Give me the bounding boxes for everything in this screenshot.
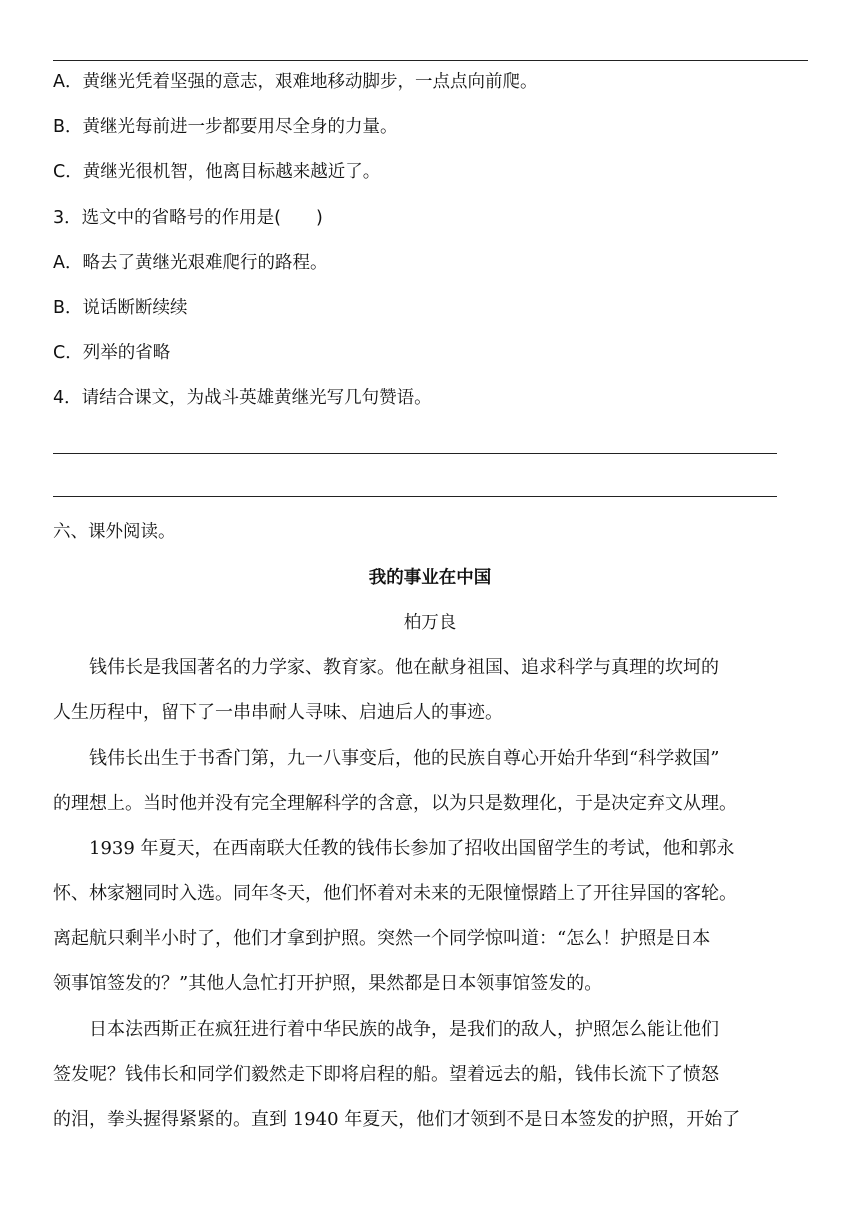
article-line: 钱伟长出生于书香门第，九一八事变后，他的民族自尊心开始升华到“科学救国” [53,748,720,769]
q4-stem: 4．请结合课文，为战斗英雄黄继光写几句赞语。 [53,388,432,408]
q2-option-a: A．黄继光凭着坚强的意志，艰难地移动脚步，一点点向前爬。 [53,72,538,92]
q3-stem: 3．选文中的省略号的作用是( ) [53,208,323,228]
article-line: 离起航只剩半小时了，他们才拿到护照。突然一个同学惊叫道：“怎么！护照是日本 [53,928,711,949]
q2-option-b: B．黄继光每前进一步都要用尽全身的力量。 [53,117,398,137]
article-line: 钱伟长是我国著名的力学家、教育家。他在献身祖国、追求科学与真理的坎坷的 [53,657,719,678]
article-line: 的理想上。当时他并没有完全理解科学的含意，以为只是数理化，于是决定弃文从理。 [53,793,737,814]
section-heading: 六、课外阅读。 [53,522,176,542]
article-line: 1939 年夏天，在西南联大任教的钱伟长参加了招收出国留学生的考试，他和郭永 [53,838,735,859]
q2-option-c: C．黄继光很机智，他离目标越来越近了。 [53,162,381,182]
article-line: 领事馆签发的？”其他人急忙打开护照，果然都是日本领事馆签发的。 [53,973,603,994]
q3-option-b: B．说话断断续续 [53,298,188,318]
answer-line-2[interactable] [53,496,777,497]
answer-line-1[interactable] [53,453,777,454]
article-author: 柏万良 [403,613,457,633]
q3-option-c: C．列举的省略 [53,343,171,363]
article-line: 签发呢？钱伟长和同学们毅然走下即将启程的船。望着远去的船，钱伟长流下了愤怒 [53,1064,719,1085]
article-title: 我的事业在中国 [368,568,492,588]
article-line: 人生历程中，留下了一串串耐人寻味、启迪后人的事迹。 [53,702,503,723]
article-line: 的泪，拳头握得紧紧的。直到 1940 年夏天，他们才领到不是日本签发的护照，开始了 [53,1109,741,1130]
q3-option-a: A．略去了黄继光艰难爬行的路程。 [53,253,328,273]
top-rule [53,60,808,61]
article-line: 怀、林家翘同时入选。同年冬天，他们怀着对未来的无限憧憬踏上了开往异国的客轮。 [53,883,737,904]
article-line: 日本法西斯正在疯狂进行着中华民族的战争，是我们的敌人，护照怎么能让他们 [53,1019,719,1040]
